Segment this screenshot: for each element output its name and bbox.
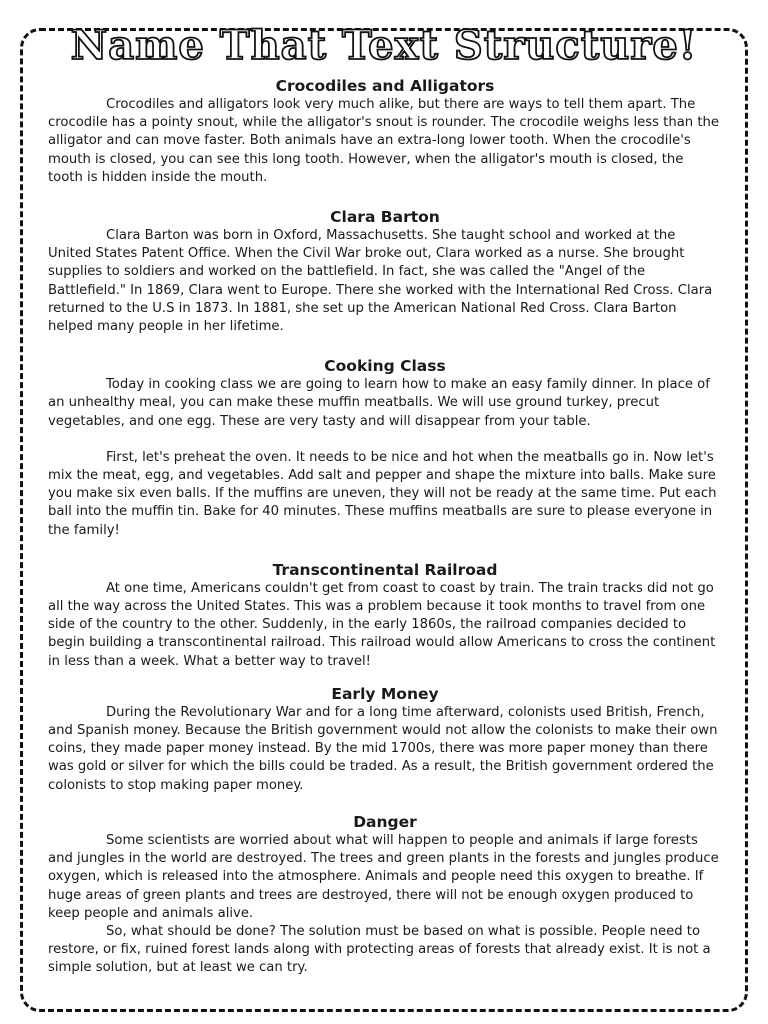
section-paragraph: At one time, Americans couldn't get from coast to coast by train. The train tracks did not go all the way across the United States. This was a problem because it took months to travel from one side of the country to the other. Suddenly, in the early 1860s, the railroad companies decided to begin building a transcontinental railroad. This railroad would allow Americans to cross the continent in less than a week. What a better way to travel! — [48, 580, 716, 669]
section-heading: Clara Barton — [330, 208, 440, 227]
section-crocodiles-alligators — [48, 76, 722, 187]
section-paragraph: During the Revolutionary War and for a long time afterward, colonists used British, French, and Spanish money. Because the British government would not allow the colonists to make their own coins, they made paper money instead. By the mid 1700s, there was more paper money than there was gold or silver for which the bills could be traded. As a result, the British government ordered the colonists to stop making paper money. — [48, 704, 718, 793]
section-paragraph: Today in cooking class we are going to learn how to make an easy family dinner. In place of an unhealthy meal, you can make these muffin meatballs. We will use ground turkey, precut vegetables, and one egg. These are very tasty and will disappear from your table. — [48, 377, 710, 429]
section-paragraph: First, let's preheat the oven. It needs to be nice and hot when the meatballs go in. Now let's mix the meat, egg, and vegetables. Add salt and pepper and shape the mixture into balls. Make sure you make six even balls. If the muffins are uneven, they will not be ready at the same time. Put each ball into the muffin tin. Bake for 40 minutes. These muffins meatballs are sure to please everyone in the family! — [48, 449, 717, 538]
passages — [48, 76, 722, 978]
section-clara-barton — [48, 207, 722, 336]
section-cooking-class — [48, 356, 722, 540]
section-danger — [48, 812, 722, 978]
section-heading: Cooking Class — [324, 357, 446, 376]
section-paragraph: Crocodiles and alligators look very much alike, but there are ways to tell them apart. The crocodile has a pointy snout, while the alligator's snout is rounder. The crocodile weighs less than the alligator and can move faster. Both animals have an extra-long lower tooth. When the crocodile's mouth is closed, you can see this long tooth. However, when the alligator's mouth is closed, the tooth is hidden inside the mouth. — [48, 97, 719, 185]
section-heading: Early Money — [331, 684, 439, 703]
section-paragraph: Some scientists are worried about what will happen to people and animals if large forests and jungles in the world are destroyed. The trees and green plants in the forests and jungles produce oxygen, which is released into the atmosphere. Animals and people need this oxygen to breathe. If huge areas of green plants and trees are destroyed, there will not be enough oxygen produced to keep people and animals alive. — [48, 832, 719, 921]
page-title: Name That Text Structure! — [70, 22, 698, 69]
section-paragraph: Clara Barton was born in Oxford, Massachusetts. She taught school and worked at the United States Patent Office. When the Civil War broke out, Clara worked as a nurse. She brought supplies to soldiers and worked on the battlefield. In fact, she was called the "Angel of the Battlefield." In 1869, Clara went to Europe. There she worked with the International Red Cross. Clara returned to the U.S in 1873. In 1881, she set up the American National Red Cross. Clara Barton helped many people in her lifetime. — [48, 228, 713, 335]
section-heading: Crocodiles and Alligators — [275, 77, 495, 95]
section-early-money — [48, 684, 722, 795]
section-transcontinental-railroad — [48, 560, 722, 671]
section-paragraph: So, what should be done? The solution must be based on what is possible. People need to restore, or fix, ruined forest lands along with protecting areas of forests that already exist. It is not a simple solution, but at least we can try. — [48, 923, 711, 976]
section-heading: Transcontinental Railroad — [272, 560, 498, 579]
section-heading: Danger — [353, 812, 417, 831]
